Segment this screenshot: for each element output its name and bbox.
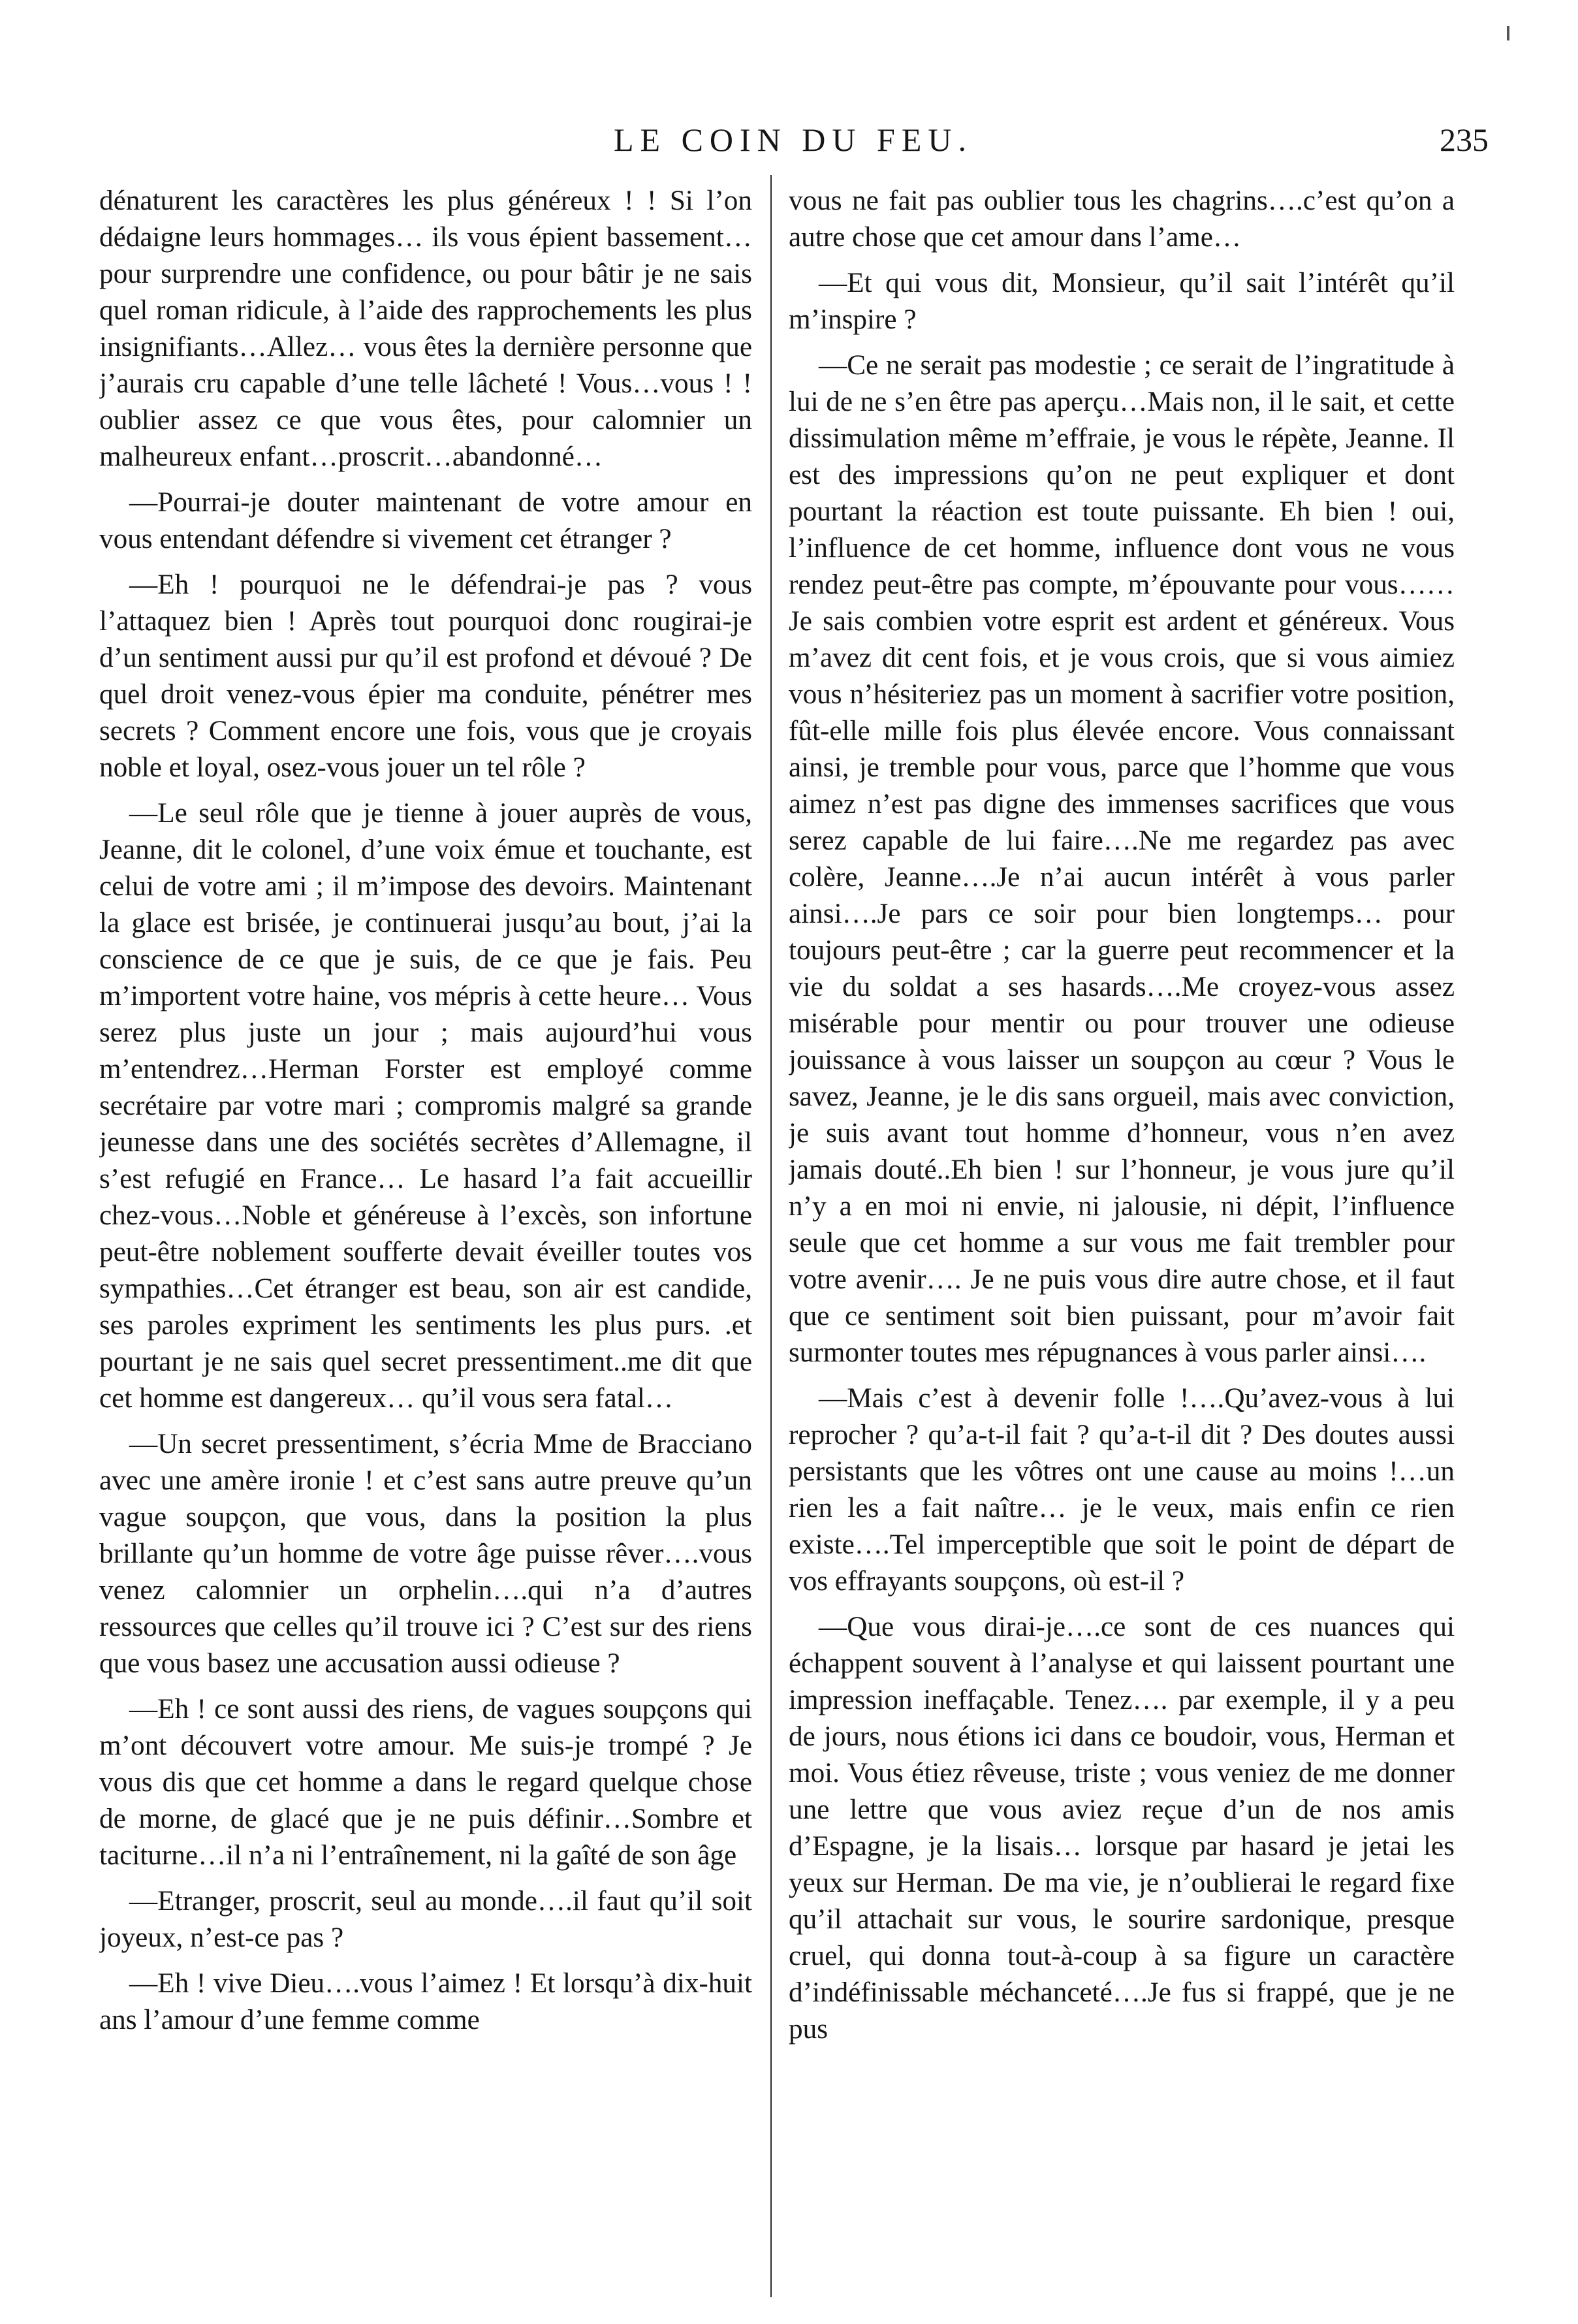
left-column [99,183,752,2292]
running-header [98,121,1489,167]
paragraph: —Mais c’est à devenir folle !….Qu’avez-vous à lui reprocher ? qu’a-t-il fait ? qu’a-t-il dit ? Des doutes aussi persistants que les vôtres ont une cause au moins !…un rien les a fait naître… je le veux, mais enfin ce rien existe….Tel imperceptible que soit le point de départ de vos effrayants soupçons, où est-il ? [789,1383,1455,1597]
column-divider [770,175,772,2297]
paragraph: —Eh ! pourquoi ne le défendrai-je pas ? vous l’attaquez bien ! Après tout pourquoi donc rougirai-je d’un sentiment aussi pur qu’il est profond et dévoué ? De quel droit venez-vous épier ma conduite, pénétrer mes secrets ? Comment encore une fois, vous que je croyais noble et loyal, osez-vous jouer un tel rôle ? [99,569,752,783]
paragraph: —Pourrai-je douter maintenant de votre amour en vous entendant défendre si vivement cet étranger ? [99,487,752,554]
paragraph: —Et qui vous dit, Monsieur, qu’il sait l’intérêt qu’il m’inspire ? [789,268,1455,335]
paragraph: —Eh ! vive Dieu….vous l’aimez ! Et lorsqu’à dix-huit ans l’amour d’une femme comme [99,1968,752,2035]
paragraph: vous ne fait pas oublier tous les chagrins….c’est qu’on a autre chose que cet amour dans l’ame… [789,185,1455,253]
paragraph: —Le seul rôle que je tienne à jouer auprès de vous, Jeanne, dit le colonel, d’une voix émue et touchante, est celui de votre ami ; il m’impose des devoirs. Maintenant la glace est brisée, je continuerai jusqu’au bout, j’ai la conscience de ce que je suis, de ce que je fais. Peu m’importent votre haine, vos mépris à cette heure… Vous serez plus juste un jour ; mais aujourd’hui vous m’entendrez…Herman Forster est employé comme secrétaire par votre mari ; compromis malgré sa grande jeunesse dans une des sociétés secrètes d’Allemagne, il s’est refugié en France… Le hasard l’a fait accueillir chez-vous…Noble et généreuse à l’excès, son infortune peut-être noblement soufferte devait éveiller toutes vos sympathies…Cet étranger est beau, son air est candide, ses paroles expriment les sentiments les plus purs. .et pourtant je ne sais quel secret pressentiment..me dit que cet homme est dangereux… qu’il vous sera fatal… [99,798,752,1414]
paragraph: —Que vous dirai-je….ce sont de ces nuances qui échappent souvent à l’analyse et qui laissent pourtant une impression ineffaçable. Tenez…. par exemple, il y a peu de jours, nous étions ici dans ce boudoir, vous, Herman et moi. Vous étiez rêveuse, triste ; vous veniez de me donner une lettre que vous aviez reçue d’un de nos amis d’Espagne, je la lisais… lorsque par hasard je jetai les yeux sur Herman. De ma vie, je n’oublierai le regard fixe qu’il attachait sur vous, le sourire sardonique, presque cruel, qui donna tout-à-coup à sa figure un caractère d’indéfinissable méchanceté….Je fus si frappé, que je ne pus [789,1612,1455,2045]
paragraph: —Un secret pressentiment, s’écria Mme de Bracciano avec une amère ironie ! et c’est sans autre preuve qu’un vague soupçon, que vous, dans la position la plus brillante qu’un homme de votre âge puisse rêver….vous venez calomnier un orphelin….qui n’a d’autres ressources que celles qu’il trouve ici ? C’est sur des riens que vous basez une accusation aussi odieuse ? [99,1429,752,1679]
paragraph: dénaturent les caractères les plus généreux ! ! Si l’on dédaigne leurs hommages… ils vous épient bassement…pour surprendre une confidence, ou pour bâtir je ne sais quel roman ridicule, à l’aide des rapprochements les plus insignifiants…Allez… vous êtes la dernière personne que j’aurais cru capable d’une telle lâcheté ! Vous…vous ! ! oublier assez ce que vous êtes, pour calomnier un malheureux enfant…proscrit…abandonné… [99,185,752,472]
page-number: 235 [1440,121,1489,158]
right-column [789,183,1455,2292]
running-title: LE COIN DU FEU. [614,121,973,158]
paragraph: —Etranger, proscrit, seul au monde….il faut qu’il soit joyeux, n’est-ce pas ? [99,1886,752,1953]
paragraph: —Eh ! ce sont aussi des riens, de vagues soupçons qui m’ont découvert votre amour. Me suis-je trompé ? Je vous dis que cet homme a dans le regard quelque chose de morne, de glacé que je ne puis définir…Sombre et taciturne…il n’a ni l’entraînement, ni la gaîté de son âge [99,1694,752,1871]
page-mark [1507,26,1509,40]
paragraph: —Ce ne serait pas modestie ; ce serait de l’ingratitude à lui de ne s’en être pas aperçu…Mais non, il le sait, et cette dissimulation même m’effraie, je vous le répète, Jeanne. Il est des impressions qu’on ne peut expliquer et dont pourtant la réaction est toute puissante. Eh bien ! oui, l’influence de cet homme, influence dont vous ne vous rendez peut-être pas compte, m’épouvante pour vous……Je sais combien votre esprit est ardent et généreux. Vous m’avez dit cent fois, et je vous crois, que si vous aimiez vous n’hésiteriez pas un moment à sacrifier votre position, fût-elle mille fois plus élevée encore. Vous connaissant ainsi, je tremble pour vous, parce que l’homme que vous aimez n’est pas digne des immenses sacrifices que vous serez capable de lui faire….Ne me regardez pas avec colère, Jeanne….Je n’ai aucun intérêt à vous parler ainsi….Je pars ce soir pour bien longtemps… pour toujours peut-être ; car la guerre peut recommencer et la vie du soldat a ses hasards….Me croyez-vous assez misérable pour mentir ou pour trouver une odieuse jouissance à vous laisser un soupçon au cœur ? Vous le savez, Jeanne, je le dis sans orgueil, mais avec conviction, je suis avant tout homme d’honneur, vous n’en avez jamais douté..Eh bien ! sur l’honneur, je vous jure qu’il n’y a en moi ni envie, ni jalousie, ni dépit, l’influence seule que cet homme a sur vous me fait trembler pour votre avenir…. Je ne puis vous dire autre chose, et il faut que ce sentiment soit bien puissant, pour m’avoir fait surmonter toutes mes répugnances à vous parler ainsi…. [789,350,1455,1368]
